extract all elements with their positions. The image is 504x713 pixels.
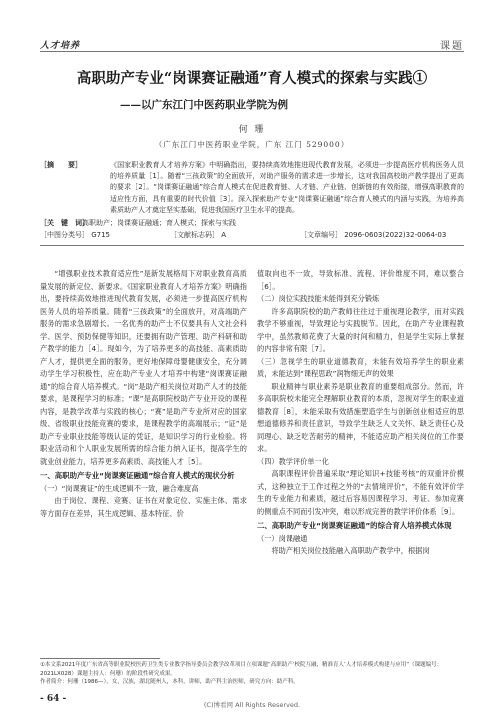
subsection-heading: （二）岗位实践技能未能得到充分锻炼 bbox=[257, 294, 380, 303]
abstract-label: ［摘 要］ bbox=[40, 161, 82, 169]
subsection-heading: （一）岗课融通 bbox=[257, 533, 308, 543]
paragraph: 值取向也不一致，导致标准、流程、评价维度不同，难以整合［6］。 bbox=[257, 269, 464, 291]
author-affiliation: （广东江门中医药职业学院，广东 江门 529000） bbox=[154, 140, 350, 149]
abstract-divider bbox=[40, 245, 464, 246]
subsection-heading: （一）“岗课赛证”的生成逻辑不一致，融合难度高 bbox=[40, 483, 199, 493]
section-name: 课题 bbox=[440, 41, 464, 52]
article-subtitle: ——以广东江门中医药职业学院为例 bbox=[120, 99, 288, 111]
abstract bbox=[40, 160, 464, 216]
page-number: - 64 - bbox=[40, 694, 67, 704]
journal-name: 人才培养 bbox=[40, 41, 81, 51]
article-number: ［文章编号］ 2096-0603(2022)32-0064-03 bbox=[300, 231, 447, 240]
funding-note: ①本文系2021年度广东省高等职业院校医药卫生类专业教学指导委员会教学改革项目立项课题“高职助产‘校院互融，精准育人’人才培养模式构建与应用”（课题编号：2021LX028）课题主持人：何珊）的阶段性研究成果。 bbox=[40, 662, 443, 677]
section-heading: 二、高职助产专业“岗课赛证融通”的综合育人培养模式体现 bbox=[257, 521, 452, 530]
paragraph: 将助产相关岗位技能融入高职助产教学中，根据岗 bbox=[271, 546, 430, 555]
clc-number: ［中图分类号］ G715 bbox=[40, 231, 111, 240]
copyright-notice: (C)博看网 All Rights Reserved. bbox=[203, 701, 301, 709]
abstract-text: 《国家职业教育人才培养方案》中明确指出，要持续高效地推进现代教育发展，必须进一步提高医疗机构医务人员的培养质量［1］。随着“三孩政策”的全面放开，对助产服务的需求进一步增长，这对我国高校助产教学提出了更高的要求［2］。“岗课赛证融通”综合育人模式在促进教育链、人才链、产业链、创新链的有效衔接，增强高职教育的适应性方面，具有重要的时代价值［3］。深入探索助产专业“岗课赛证融通”综合育人模式的内涵与实践，为培养高素质助产人才奠定坚实基础，促进我国医疗卫生水平的提高。 bbox=[110, 161, 464, 214]
subsection-heading: （三）忽视学生的职业道德教育，未能有效培养学生的职业素质，未能达到“课程思政”润物细无声的效果 bbox=[257, 356, 464, 378]
author-name: 何 珊 bbox=[238, 125, 266, 135]
right-column bbox=[257, 268, 464, 558]
paragraph: 许多高职院校的助产教师往往过于重视理论教学，而对实践教学不够重视，导致理论与实践脱节。因此，在助产专业课程教学中，虽然教师花费了大量的时间和精力，但是学生实际上掌握的内容非常有限［7］。 bbox=[257, 306, 464, 353]
subsection-heading: （四）教学评价单一化 bbox=[257, 456, 329, 466]
footnote bbox=[40, 661, 464, 687]
paragraph: “增强职业技术教育适应性”是新发展格局下对职业教育高质量发展的新定位、新要求。《国家职业教育人才培养方案》明确指出，要持续高效地推进现代教育发展，必须进一步提高医疗机构医务人员的培养质量。随着“三孩政策”的全面放开，对高端助产服务的需求急剧增长。一名优秀的助产士不仅要具有人文社会科学、医学、预防保健等知识，还要拥有助产管理、助产科研和助产教学的能力［4］。现如今，为了培养更多的高技能、高素质助产人才，提供更全面的服务，更好地保障母婴健康安全，充分调动学生学习积极性，应在助产专业人才培养中构建“岗课赛证融通”的综合育人培养模式。“岗”是助产相关岗位对助产人才的技能要求，是课程学习的标准；“课”是高职院校助产专业开设的课程内容，是教学改革与实践的核心；“赛”是助产专业所对应的国家级、省级职业技能竞赛的要求，是课程教学的高端展示；“证”是助产专业职业技能等级认证的凭证，是知识学习的行业检验。将职业活动和个人职业发展所需的综合能力纳入证书，提高学生的就业创业能力，培养更多高素质、高技能人才［5］。 bbox=[40, 269, 247, 466]
author-bio: 作者简介：何珊（1986—），女，汉族，湖北随州人，本科，讲师，助产科主治医师，研究方向：助产科。 bbox=[40, 679, 299, 685]
left-column bbox=[40, 268, 247, 520]
page-header bbox=[0, 0, 504, 56]
classification-row bbox=[40, 230, 464, 241]
keywords bbox=[40, 218, 464, 229]
section-heading: 一、高职助产专业“岗课赛证融通”综合育人模式的现状分析 bbox=[40, 471, 235, 480]
keywords-label: ［关 键 词］ bbox=[40, 219, 89, 228]
paragraph: 职业精神与职业素养是职业教育的重要组成部分。然而，许多高职院校未能完全理解职业教育的本质，忽视对学生的职业道德教育［8］，未能采取有效措施塑造学生与创新创业相适应的思想道德修养和责任意识，导致学生缺乏人文关怀、缺乏责任心及同理心、缺乏吃苦耐劳的精神，不能适应助产相关岗位的工作要求。 bbox=[257, 381, 464, 453]
article-title: 高职助产专业“岗课赛证融通”育人模式的探索与实践① bbox=[76, 70, 428, 87]
paragraph: 高职课程评价普遍采取“理论知识+技能考核”的双重评价模式，这种独立于工作过程之外的“去情境评价”，不能有效评价学生的专业能力和素质，越过后容易因课程学习、考证、参加竞赛的侧重点不同而引发冲突，难以形成完善的教学评价体系［9］。 bbox=[257, 469, 464, 516]
keywords-text: 高职助产；岗课赛证融通；育人模式；探索与实践 bbox=[82, 219, 236, 228]
body-columns bbox=[40, 268, 464, 650]
header-divider bbox=[40, 51, 464, 52]
paragraph: 由于岗位、课程、竞赛、证书在对象定位、实施主体、需求等方面存在差异，其生成逻辑、基本特征、价 bbox=[40, 496, 247, 518]
document-code: ［文献标志码］ A bbox=[170, 231, 227, 240]
footnote-divider bbox=[40, 658, 160, 659]
abstract-block bbox=[40, 160, 464, 246]
